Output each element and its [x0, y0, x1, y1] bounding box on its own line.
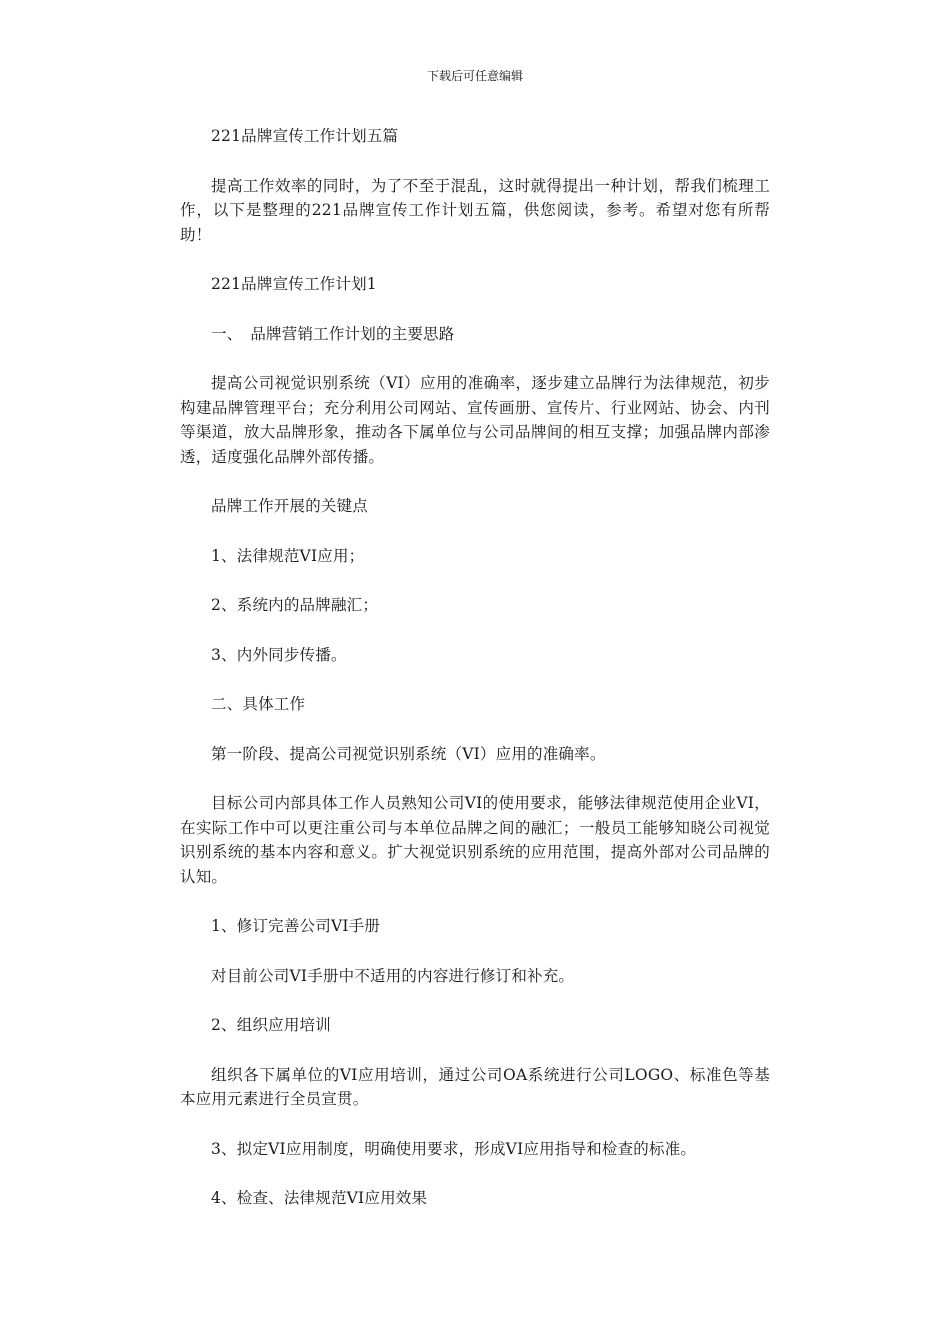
- stage-one-heading: 第一阶段、提高公司视觉识别系统（VI）应用的准确率。: [211, 744, 606, 763]
- task-1-detail: 对目前公司VI手册中不适用的内容进行修订和补充。: [211, 966, 575, 985]
- heading-specific-work: 二、具体工作: [211, 695, 306, 713]
- key-point-2: 2、系统内的品牌融汇；: [211, 596, 379, 614]
- task-1-heading: 1、修订完善公司VI手册: [211, 917, 381, 935]
- heading-main-idea: 一、 品牌营销工作计划的主要思路: [211, 324, 455, 343]
- page-header: 下载后可任意编辑: [426, 69, 523, 83]
- stage-one-goal: 目标公司内部具体工作人员熟知公司VI的使用要求，能够法律规范使用企业VI，在实际工作中可以更注重公司与本单位品牌之间的融汇；一般员工能够知晓公司视觉识别系统的基本内容和意义。扩大视觉识别系统的应用范围，提高外部对公司品牌的认知。: [180, 794, 770, 886]
- task-2-heading: 2、组织应用培训: [211, 1016, 331, 1034]
- section-heading-plan-1: 221品牌宣传工作计划1: [211, 275, 377, 293]
- task-3: 3、拟定VI应用制度，明确使用要求，形成VI应用指导和检查的标准。: [211, 1139, 697, 1158]
- task-4-heading: 4、检查、法律规范VI应用效果: [211, 1189, 428, 1207]
- paragraph-main-idea: 提高公司视觉识别系统（VI）应用的准确率，逐步建立品牌行为法律规范，初步构建品牌管理平台；充分利用公司网站、宣传画册、宣传片、行业网站、协会、内刊等渠道，放大品牌形象，推动各下属单位与公司品牌间的相互支撑；加强品牌内部渗透，适度强化品牌外部传播。: [180, 374, 770, 466]
- key-point-1: 1、法律规范VI应用；: [211, 546, 365, 565]
- heading-key-points: 品牌工作开展的关键点: [211, 497, 369, 515]
- intro-paragraph: 提高工作效率的同时，为了不至于混乱，这时就得提出一种计划，帮我们梳理工作，以下是整理的221品牌宣传工作计划五篇，供您阅读，参考。希望对您有所帮助！: [180, 176, 770, 244]
- key-point-3: 3、内外同步传播。: [211, 645, 347, 664]
- document-title: 221品牌宣传工作计划五篇: [211, 127, 399, 145]
- task-2-detail: 组织各下属单位的VI应用培训，通过公司OA系统进行公司LOGO、标准色等基本应用元素进行全员宣贯。: [180, 1065, 770, 1108]
- document-body: [180, 124, 770, 1236]
